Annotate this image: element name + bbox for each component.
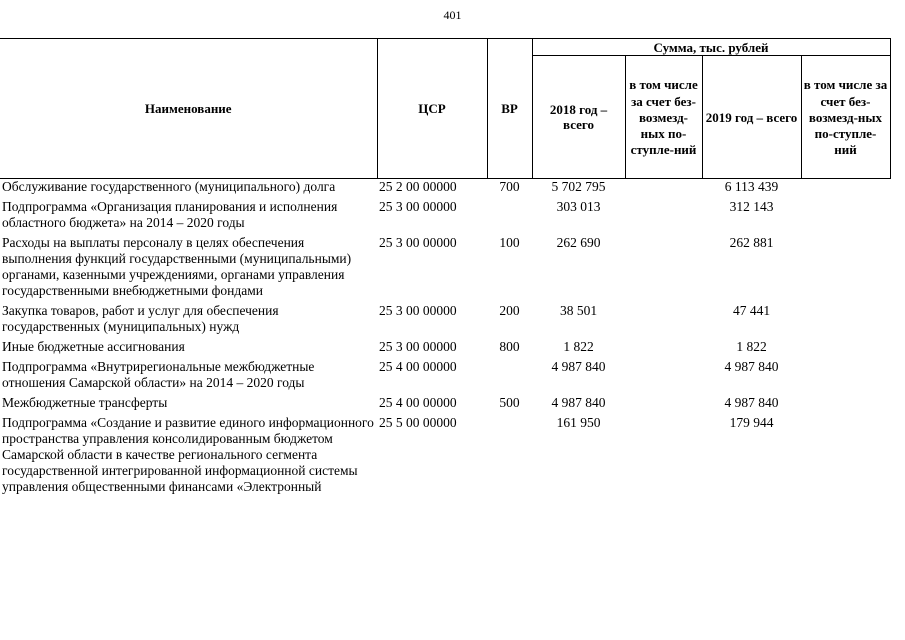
row-vr <box>487 199 532 235</box>
row-2018-free <box>625 235 702 303</box>
row-2019-total: 47 441 <box>732 303 771 318</box>
row-csr: 25 3 00 00000 <box>379 339 457 354</box>
row-vr: 100 <box>499 235 520 250</box>
row-2019-free <box>801 179 890 200</box>
row-vr <box>487 359 532 395</box>
row-name: Закупка товаров, работ и услуг для обеспечения государственных (муниципальных) нужд <box>2 303 279 334</box>
row-2019-free <box>801 303 890 339</box>
row-2019-total: 4 987 840 <box>724 395 779 410</box>
row-csr: 25 4 00 00000 <box>379 359 457 374</box>
row-vr: 500 <box>499 395 520 410</box>
row-name: Обслуживание государственного (муниципального) долга <box>2 179 336 194</box>
header-sum: Сумма, тыс. рублей <box>532 39 890 56</box>
row-2018-free <box>625 415 702 499</box>
row-2018-free <box>625 339 702 359</box>
row-2019-total: 4 987 840 <box>724 359 779 374</box>
row-name: Подпрограмма «Внутрирегиональные межбюджетные отношения Самарской области» на 2014 – 2020 годы <box>2 359 315 390</box>
row-name: Подпрограмма «Организация планирования и исполнения областного бюджета» на 2014 – 2020 годы <box>2 199 338 230</box>
header-2018-free: в том числе за счет без-возмезд-ных по-ступле-ний <box>625 56 702 179</box>
row-2018-free <box>625 199 702 235</box>
row-2018-total: 262 690 <box>556 235 601 250</box>
table-row <box>0 235 890 303</box>
row-name: Подпрограмма «Создание и развитие единого информационного пространства управления консолидированным бюджетом Самарской области в качестве регионального сегмента государственной интегрированной информационной системы управления общественными финансами «Электронный <box>2 415 374 494</box>
row-2018-free <box>625 359 702 395</box>
row-2018-total: 4 987 840 <box>551 359 606 374</box>
row-2018-free <box>625 303 702 339</box>
row-vr: 700 <box>499 179 520 194</box>
table-row <box>0 359 890 395</box>
header-csr: ЦСР <box>377 39 487 179</box>
row-2018-free <box>625 395 702 415</box>
row-2019-total: 312 143 <box>729 199 774 214</box>
row-name: Расходы на выплаты персоналу в целях обеспечения выполнения функций государственными (муниципальными) органами, казенными учреждениями, органами управления государственными внебюджетными фондами <box>2 235 352 298</box>
row-name: Иные бюджетные ассигнования <box>2 339 185 354</box>
table-row <box>0 199 890 235</box>
row-csr: 25 3 00 00000 <box>379 303 457 318</box>
header-2019-total: 2019 год – всего <box>702 56 801 179</box>
row-2019-total: 262 881 <box>729 235 774 250</box>
row-csr: 25 5 00 00000 <box>379 415 457 430</box>
table-body <box>0 179 890 500</box>
row-2018-total: 5 702 795 <box>551 179 606 194</box>
table-row <box>0 339 890 359</box>
row-2019-free <box>801 359 890 395</box>
row-vr: 200 <box>499 303 520 318</box>
row-2019-total: 1 822 <box>736 339 767 354</box>
row-2018-total: 38 501 <box>559 303 598 318</box>
row-2019-free <box>801 339 890 359</box>
header-2018-total: 2018 год – всего <box>532 56 625 179</box>
page-number: 401 <box>443 8 462 22</box>
table-row <box>0 415 890 499</box>
row-2019-total: 6 113 439 <box>724 179 779 194</box>
row-csr: 25 4 00 00000 <box>379 395 457 410</box>
row-2018-total: 303 013 <box>556 199 601 214</box>
row-csr: 25 2 00 00000 <box>379 179 457 194</box>
row-2019-free <box>801 199 890 235</box>
row-2019-free <box>801 235 890 303</box>
row-2018-total: 1 822 <box>563 339 594 354</box>
row-2018-total: 161 950 <box>556 415 601 430</box>
row-vr <box>487 415 532 499</box>
table-row <box>0 395 890 415</box>
budget-table <box>0 38 891 499</box>
header-vr: ВР <box>487 39 532 179</box>
header-2019-free: в том числе за счет без-возмезд-ных по-ступле-ний <box>801 56 890 179</box>
row-csr: 25 3 00 00000 <box>379 235 457 250</box>
row-2019-free <box>801 395 890 415</box>
row-vr: 800 <box>499 339 520 354</box>
table-header <box>0 39 890 179</box>
row-2019-total: 179 944 <box>729 415 774 430</box>
header-name: Наименование <box>0 39 377 179</box>
row-2019-free <box>801 415 890 499</box>
row-name: Межбюджетные трансферты <box>2 395 168 410</box>
row-2018-free <box>625 179 702 200</box>
row-csr: 25 3 00 00000 <box>379 199 457 214</box>
table-row <box>0 303 890 339</box>
row-2018-total: 4 987 840 <box>551 395 606 410</box>
table-row <box>0 179 890 200</box>
